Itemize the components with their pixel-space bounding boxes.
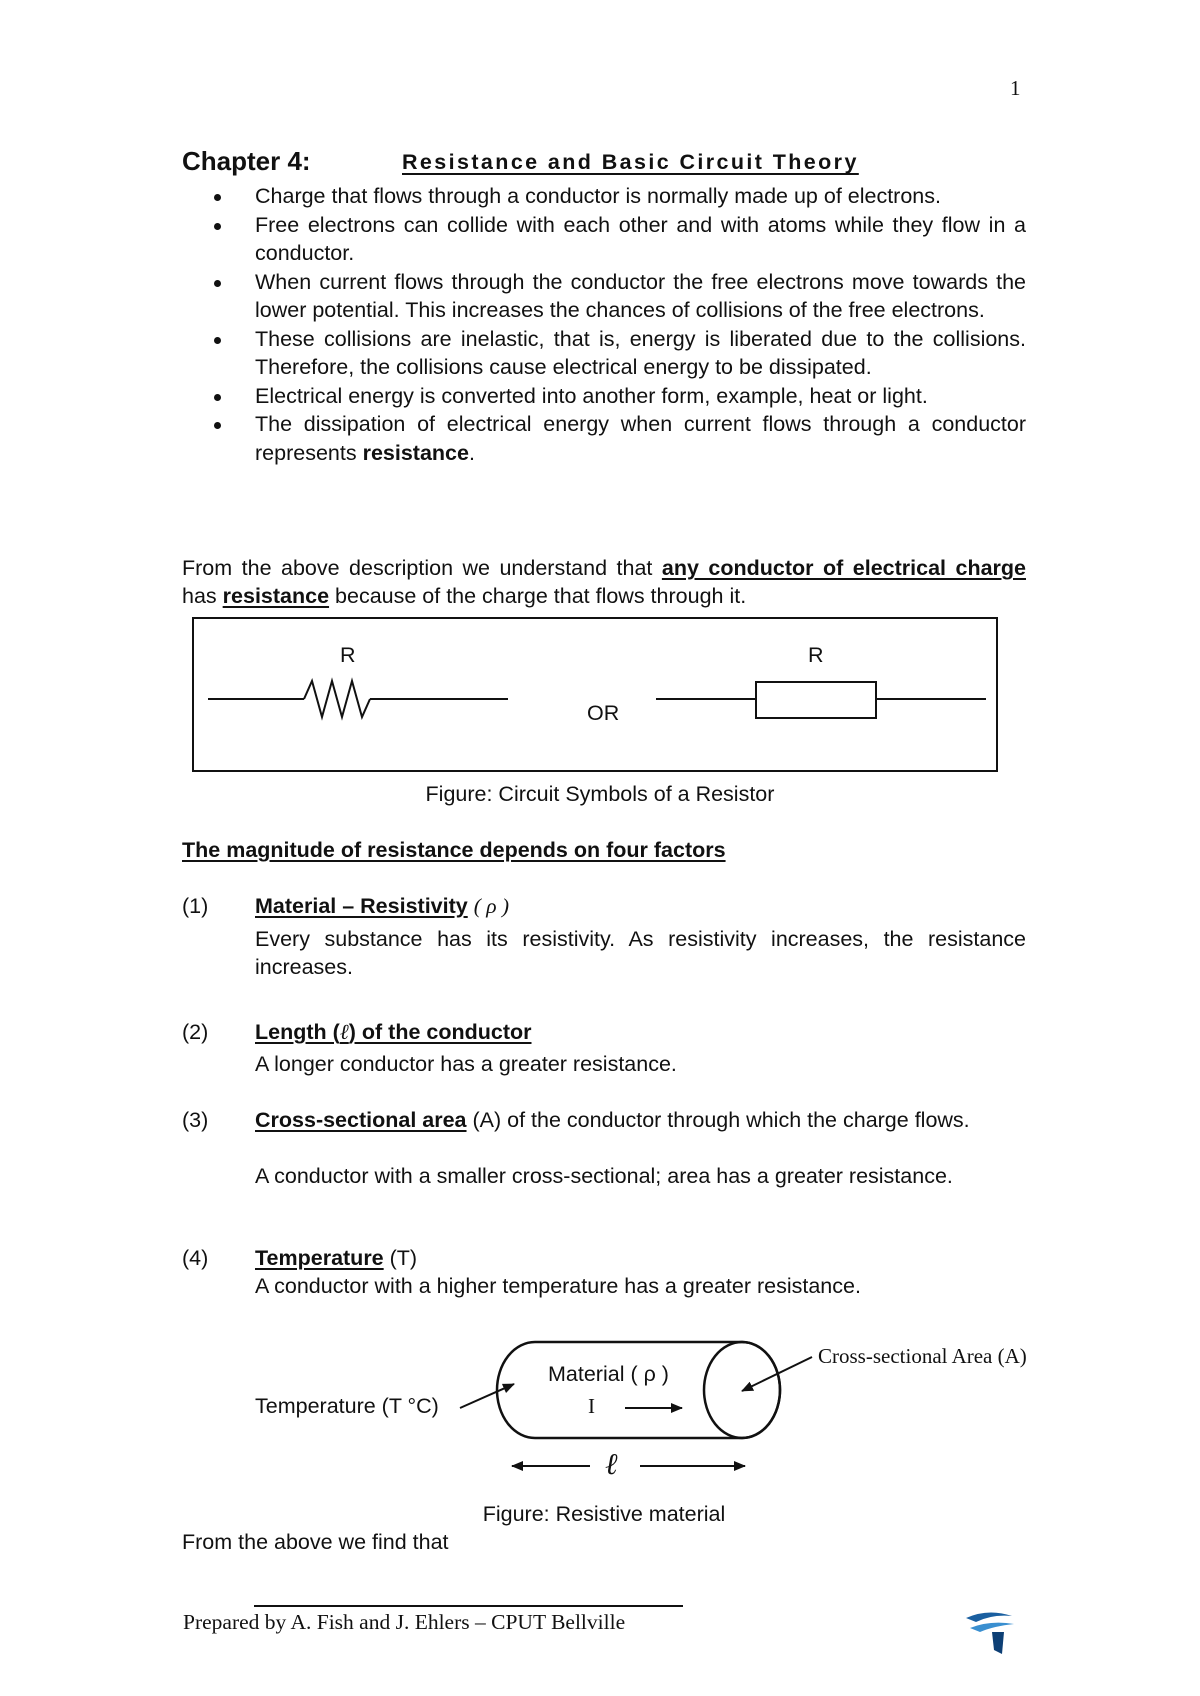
area-arrow xyxy=(742,1357,812,1391)
cross-section-area-label: Cross-sectional Area (A) xyxy=(818,1344,1027,1368)
figure-caption: Figure: Circuit Symbols of a Resistor xyxy=(425,782,775,806)
closing-text: From the above we find that xyxy=(182,1530,449,1554)
emphasis-resistance: resistance xyxy=(222,584,330,608)
bold-term: resistance xyxy=(362,440,469,465)
temperature-arrow xyxy=(460,1384,514,1408)
factor-title: Temperature (T) xyxy=(255,1246,418,1270)
factor-title: Cross-sectional area (A) of the conductor through which the charge flows. xyxy=(255,1108,970,1132)
factor-number: (2) xyxy=(182,1020,209,1044)
figure-caption: Figure: Resistive material xyxy=(482,1502,726,1526)
bullet-item: These collisions are inelastic, that is, energy is liberated due to the collisions. Therefore, the collisions cause electrical energy to be dissipated. xyxy=(212,325,1026,382)
factor-number: (1) xyxy=(182,894,209,918)
intro-paragraph: From the above description we understand that any conductor of electrical charge has resistance because of the charge that flows through it. xyxy=(182,556,1026,608)
conductor-cylinder xyxy=(497,1342,780,1438)
resistor-label-left: R xyxy=(340,643,356,667)
factor-description: Every substance has its resistivity. As resistivity increases, the resistance increases. xyxy=(255,927,1026,979)
chapter-label: Chapter 4: xyxy=(182,146,311,176)
length-label: ℓ xyxy=(605,1448,618,1481)
factor-number: (3) xyxy=(182,1108,209,1132)
factor-description: A conductor with a smaller cross-sectional; area has a greater resistance. xyxy=(255,1164,953,1188)
bullet-item: The dissipation of electrical energy when current flows through a conductor represents resistance. xyxy=(212,410,1026,467)
resistor-label-right: R xyxy=(808,643,824,667)
footer-credit: Prepared by A. Fish and J. Ehlers – CPUT Bellville xyxy=(183,1610,626,1634)
footer-rule xyxy=(254,1605,683,1607)
factor-description: A conductor with a higher temperature has a greater resistance. xyxy=(255,1274,861,1298)
bullet-item: When current flows through the conductor the free electrons move towards the lower potential. This increases the chances of collisions of the free electrons. xyxy=(212,268,1026,325)
bullet-item: Charge that flows through a conductor is normally made up of electrons. xyxy=(212,182,1026,211)
bullet-item: Free electrons can collide with each other and with atoms while they flow in a conductor. xyxy=(212,211,1026,268)
bullet-item: Electrical energy is converted into another form, example, heat or light. xyxy=(212,382,1026,411)
temperature-label: Temperature (T °C) xyxy=(255,1394,439,1418)
material-label: Material ( ρ ) xyxy=(548,1362,669,1386)
cput-logo-icon xyxy=(962,1610,1018,1656)
emphasis-conductor: any conductor of electrical charge xyxy=(661,556,1026,580)
chapter-title: Resistance and Basic Circuit Theory xyxy=(402,150,859,174)
page-number: 1 xyxy=(1010,76,1021,100)
current-label: I xyxy=(588,1394,595,1418)
factor-number: (4) xyxy=(182,1246,209,1270)
factors-heading: The magnitude of resistance depends on four factors xyxy=(182,838,726,862)
factor-description: A longer conductor has a greater resistance. xyxy=(255,1052,677,1076)
factor-title: Length (ℓ) of the conductor xyxy=(255,1020,532,1044)
or-label: OR xyxy=(587,701,620,725)
factor-title: Material – Resistivity ( ρ ) xyxy=(255,894,510,918)
